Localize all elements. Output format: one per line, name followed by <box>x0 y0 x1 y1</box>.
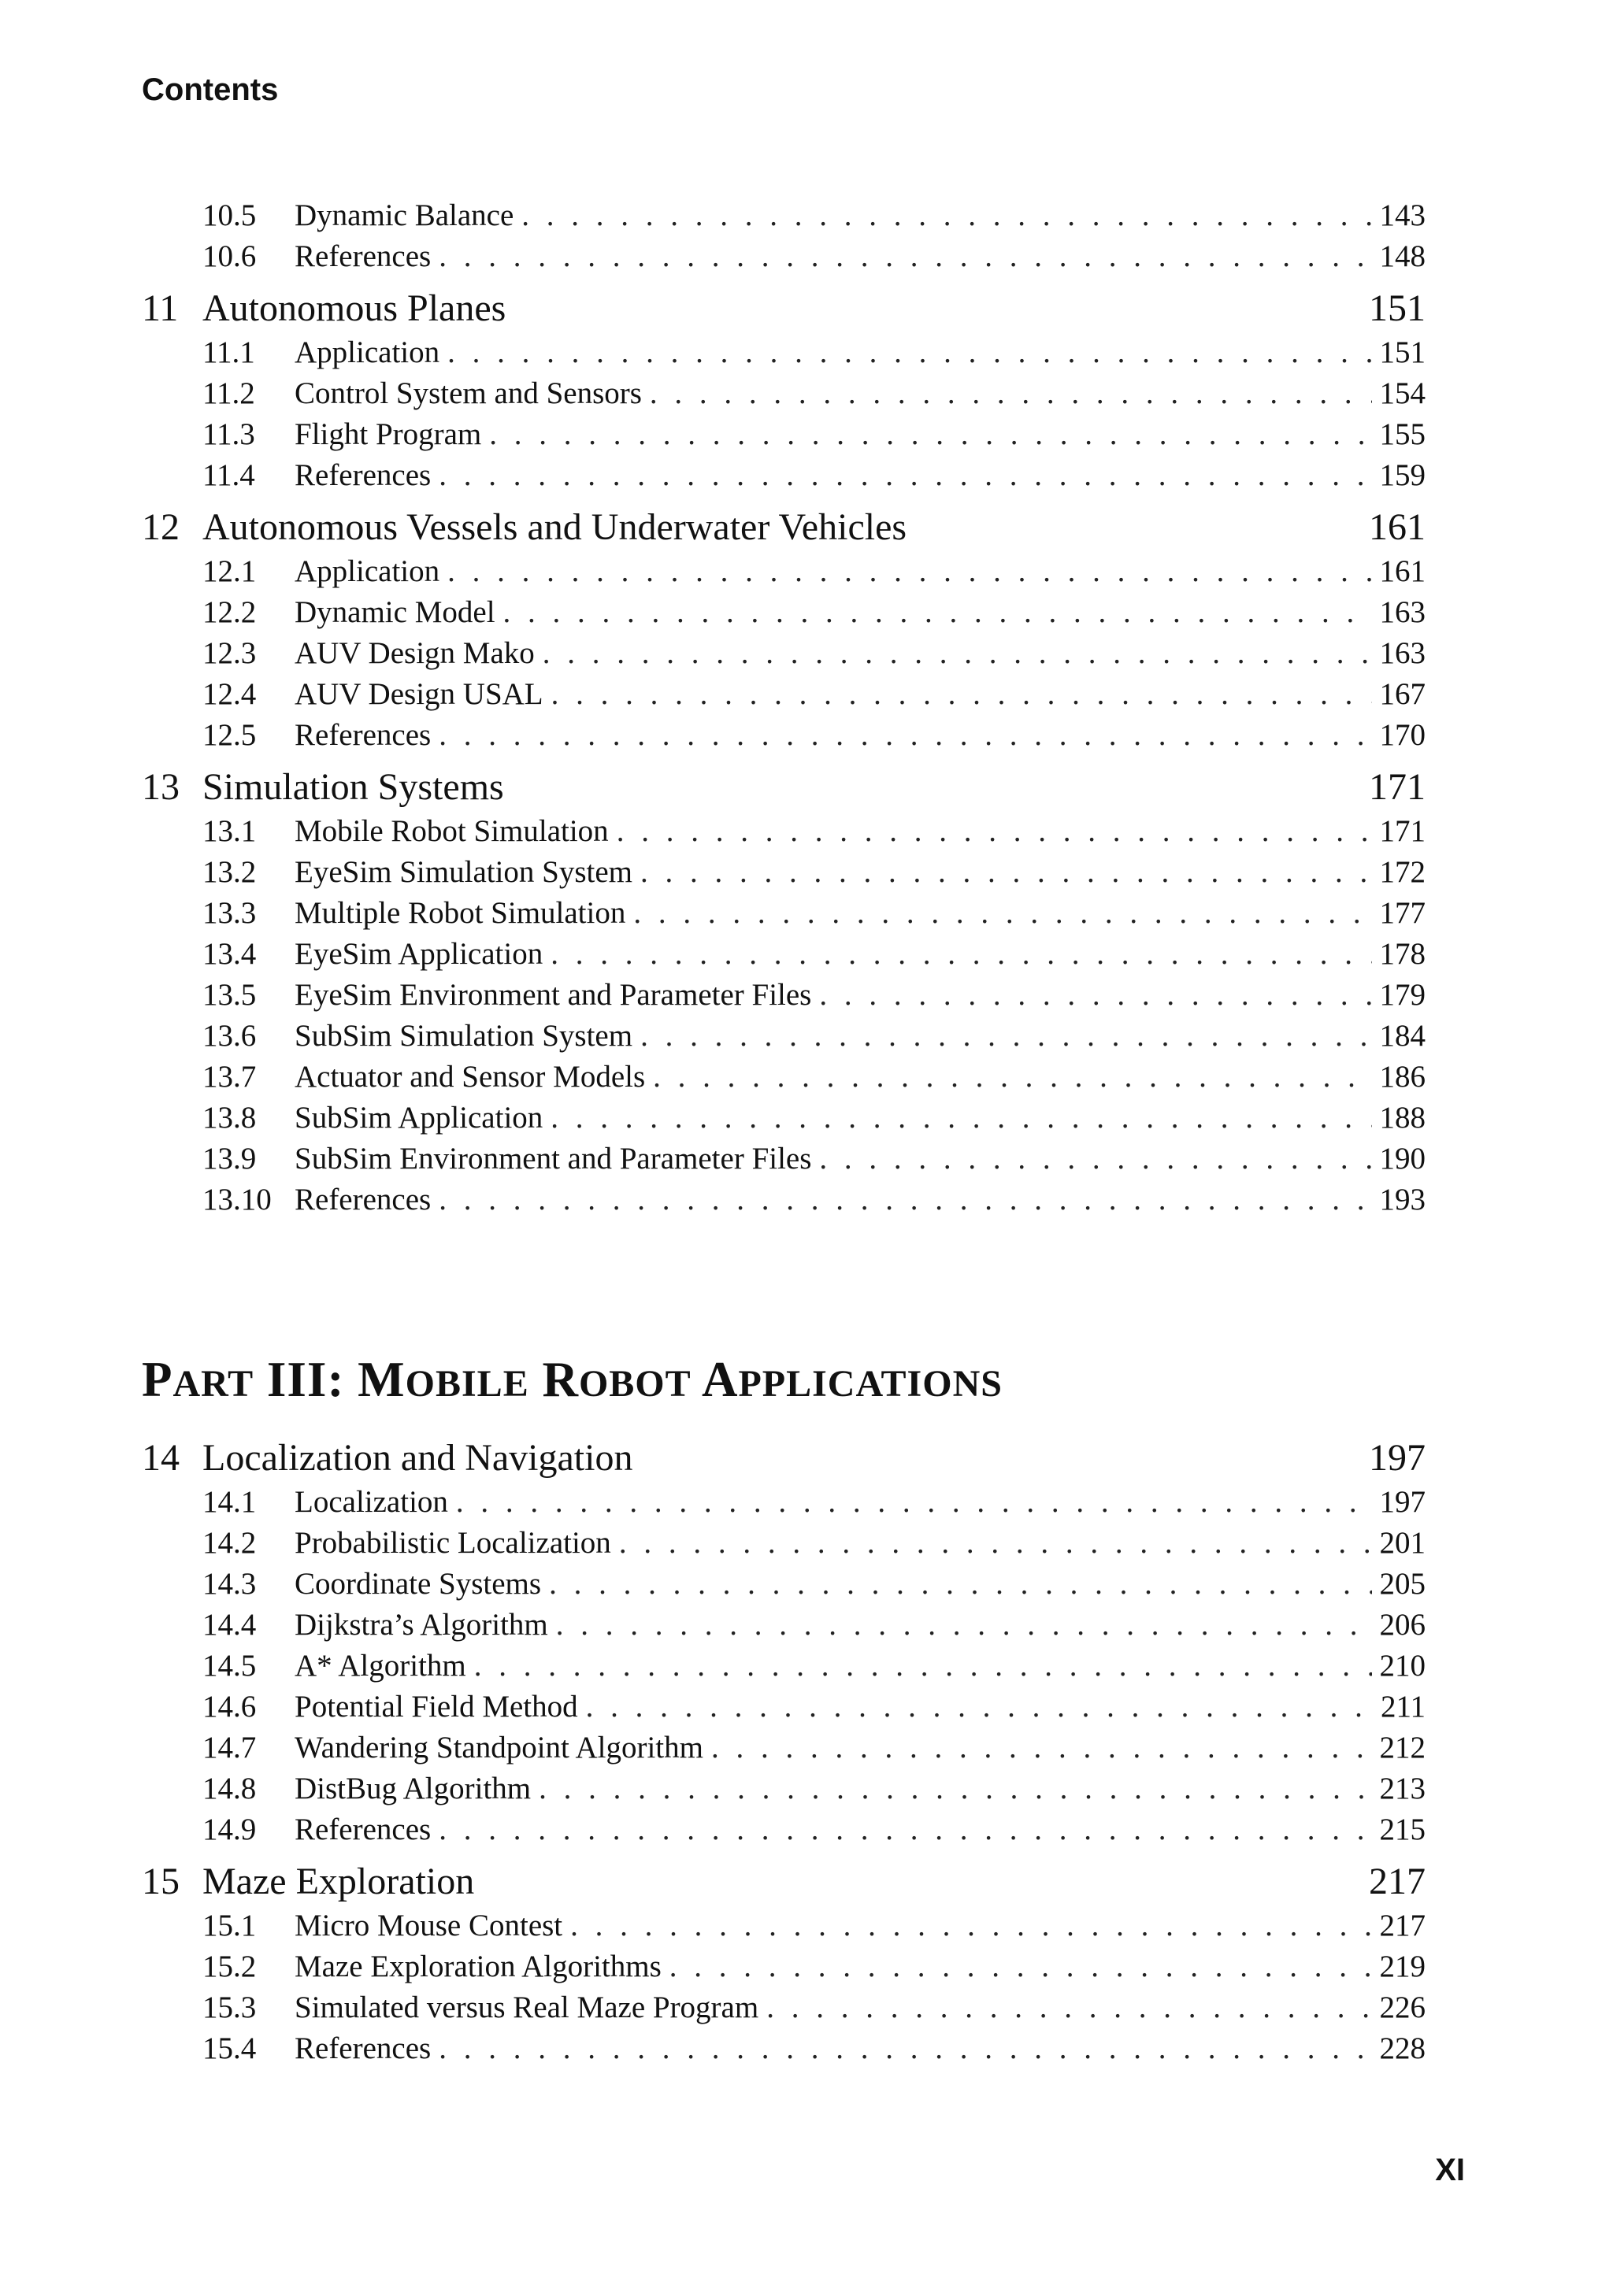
section-title: SubSim Application <box>295 1101 543 1135</box>
section-title: EyeSim Application <box>295 937 543 971</box>
section-page: 184 <box>1379 1019 1426 1053</box>
section-title: Potential Field Method <box>295 1690 578 1724</box>
section-title: References <box>295 1813 432 1846</box>
section-page: 161 <box>1379 554 1426 588</box>
toc-chapter[interactable] <box>142 285 1426 332</box>
leader-dots <box>570 1905 1371 1946</box>
section-title: References <box>295 239 432 273</box>
section-list <box>142 332 1426 496</box>
chapter-title: Localization and Navigation <box>202 1437 633 1479</box>
section-title: Application <box>295 554 440 588</box>
section-number: 12.1 <box>202 554 257 588</box>
running-header: Contents <box>142 72 279 107</box>
leader-dots <box>551 934 1371 975</box>
section-title: SubSim Environment and Parameter Files <box>295 1142 812 1176</box>
section-number: 12.2 <box>202 595 257 629</box>
section-number: 13.6 <box>202 1019 257 1053</box>
leader-dots <box>439 455 1371 496</box>
section-number: 15.1 <box>202 1909 257 1942</box>
leader-dots <box>640 1016 1371 1057</box>
section-number: 14.9 <box>202 1813 257 1846</box>
toc-section[interactable] <box>142 592 1426 633</box>
section-page: 212 <box>1379 1731 1426 1765</box>
chapter-title: Simulation Systems <box>202 766 504 808</box>
section-page: 154 <box>1379 376 1426 410</box>
toc-section[interactable] <box>142 1687 1426 1728</box>
leader-dots <box>474 1646 1372 1687</box>
section-title: Simulated versus Real Maze Program <box>295 1990 759 2024</box>
toc-section[interactable] <box>142 551 1426 592</box>
section-page: 197 <box>1379 1485 1426 1519</box>
toc-section[interactable] <box>142 1098 1426 1139</box>
chapter-number: 15 <box>142 1861 180 1902</box>
section-page: 215 <box>1379 1813 1426 1846</box>
section-number: 11.1 <box>202 335 255 369</box>
leader-dots <box>650 373 1372 414</box>
section-title: DistBug Algorithm <box>295 1772 532 1805</box>
toc-section[interactable] <box>142 811 1426 852</box>
toc-section[interactable] <box>142 1179 1426 1220</box>
leader-dots <box>551 674 1372 715</box>
section-page: 171 <box>1379 814 1426 848</box>
part-title-letter: P <box>142 1352 173 1407</box>
section-number: 15.3 <box>202 1990 257 2024</box>
section-number: 11.2 <box>202 376 255 410</box>
section-page: 217 <box>1379 1909 1426 1942</box>
leader-dots <box>439 2028 1371 2069</box>
toc-chapter[interactable] <box>142 504 1426 551</box>
section-number: 14.5 <box>202 1649 257 1683</box>
leader-dots <box>653 1057 1371 1098</box>
toc-section[interactable] <box>142 332 1426 373</box>
chapter-title: Autonomous Planes <box>202 287 506 329</box>
section-title: Dynamic Balance <box>295 198 514 232</box>
section-page: 159 <box>1379 458 1426 492</box>
section-number: 13.9 <box>202 1142 257 1176</box>
page-number: XI <box>1435 2153 1465 2187</box>
leader-dots <box>551 1098 1371 1139</box>
toc-chapter[interactable] <box>142 764 1426 811</box>
section-page: 210 <box>1379 1649 1426 1683</box>
toc-section[interactable] <box>142 674 1426 715</box>
section-page: 170 <box>1379 718 1426 752</box>
section-number: 14.7 <box>202 1731 257 1765</box>
toc-section[interactable] <box>142 1016 1426 1057</box>
section-title: Multiple Robot Simulation <box>295 896 626 930</box>
section-title: Dynamic Model <box>295 595 495 629</box>
chapter-page: 217 <box>1369 1861 1426 1902</box>
leader-dots <box>766 1987 1371 2028</box>
section-list <box>142 195 1426 277</box>
leader-dots <box>439 236 1371 277</box>
chapter-list-part3 <box>142 1435 1426 2069</box>
toc-block-part3 <box>142 1435 1426 2072</box>
section-number: 13.3 <box>202 896 257 930</box>
section-title: Wandering Standpoint Algorithm <box>295 1731 703 1765</box>
section-title: Actuator and Sensor Models <box>295 1060 646 1094</box>
toc-section[interactable] <box>142 373 1426 414</box>
leader-dots <box>619 1523 1372 1564</box>
section-page: 201 <box>1379 1526 1426 1560</box>
chapter-page: 151 <box>1369 287 1426 329</box>
section-title: SubSim Simulation System <box>295 1019 633 1053</box>
toc-section[interactable] <box>142 975 1426 1016</box>
section-number: 13.4 <box>202 937 257 971</box>
toc-section[interactable] <box>142 1523 1426 1564</box>
section-list <box>142 1482 1426 1850</box>
toc-section[interactable] <box>142 1946 1426 1987</box>
section-number: 12.3 <box>202 636 257 670</box>
section-page: 205 <box>1379 1567 1426 1601</box>
toc-section[interactable] <box>142 1728 1426 1768</box>
toc-section[interactable] <box>142 1987 1426 2028</box>
section-title: References <box>295 458 432 492</box>
part-title-letter: A <box>701 1352 739 1407</box>
section-page: 206 <box>1379 1608 1426 1642</box>
toc-section[interactable] <box>142 893 1426 934</box>
section-list <box>142 811 1426 1220</box>
toc-section[interactable] <box>142 715 1426 756</box>
section-number: 14.4 <box>202 1608 257 1642</box>
section-number: 14.8 <box>202 1772 257 1805</box>
chapter-page: 171 <box>1369 766 1426 808</box>
chapter-page: 197 <box>1369 1437 1426 1479</box>
chapter-number: 14 <box>142 1437 180 1479</box>
leader-dots <box>549 1564 1371 1605</box>
part-title-small: PPLICATIONS <box>738 1363 1003 1405</box>
toc-section[interactable] <box>142 455 1426 496</box>
section-title: AUV Design Mako <box>295 636 535 670</box>
leader-dots <box>543 633 1372 674</box>
section-number: 10.5 <box>202 198 257 232</box>
toc-section[interactable] <box>142 633 1426 674</box>
section-page: 219 <box>1379 1950 1426 1983</box>
section-page: 179 <box>1379 978 1426 1012</box>
section-title: A* Algorithm <box>295 1649 466 1683</box>
toc-section[interactable] <box>142 2028 1426 2069</box>
chapter-number: 11 <box>142 287 179 329</box>
leader-dots <box>669 1946 1372 1987</box>
chapter-title: Maze Exploration <box>202 1861 475 1902</box>
leader-dots <box>503 592 1372 633</box>
section-title: AUV Design USAL <box>295 677 543 711</box>
section-page: 193 <box>1379 1183 1426 1217</box>
toc-section[interactable] <box>142 852 1426 893</box>
leader-dots <box>556 1605 1372 1646</box>
section-title: References <box>295 2031 432 2065</box>
chapter-title: Autonomous Vessels and Underwater Vehicles <box>202 506 907 548</box>
section-page: 213 <box>1379 1772 1426 1805</box>
section-page: 155 <box>1379 417 1426 451</box>
toc-section[interactable] <box>142 195 1426 236</box>
section-title: Probabilistic Localization <box>295 1526 611 1560</box>
section-title: EyeSim Simulation System <box>295 855 633 889</box>
leader-dots <box>640 852 1371 893</box>
section-number: 13.5 <box>202 978 257 1012</box>
section-title: Micro Mouse Contest <box>295 1909 563 1942</box>
section-title: Coordinate Systems <box>295 1567 542 1601</box>
part-title-letter: M <box>358 1352 406 1407</box>
part-title-numeral: III: <box>266 1352 345 1407</box>
section-page: 211 <box>1380 1690 1426 1724</box>
toc-section[interactable] <box>142 1482 1426 1523</box>
section-page: 188 <box>1379 1101 1426 1135</box>
leader-dots <box>447 551 1371 592</box>
section-title: EyeSim Environment and Parameter Files <box>295 978 812 1012</box>
section-number: 14.2 <box>202 1526 257 1560</box>
section-title: Localization <box>295 1485 448 1519</box>
section-page: 190 <box>1379 1142 1426 1176</box>
toc-section[interactable] <box>142 414 1426 455</box>
section-page: 186 <box>1379 1060 1426 1094</box>
section-number: 12.4 <box>202 677 257 711</box>
section-number: 13.8 <box>202 1101 257 1135</box>
toc-section[interactable] <box>142 1809 1426 1850</box>
section-list <box>142 551 1426 756</box>
toc-section[interactable] <box>142 1905 1426 1946</box>
section-title: References <box>295 1183 432 1217</box>
leader-dots <box>819 975 1371 1016</box>
section-number: 15.2 <box>202 1950 257 1983</box>
leader-dots <box>586 1687 1373 1728</box>
section-number: 13.10 <box>202 1183 272 1217</box>
leader-dots <box>711 1728 1372 1768</box>
section-page: 178 <box>1379 937 1426 971</box>
leader-dots <box>819 1139 1371 1179</box>
section-number: 13.1 <box>202 814 257 848</box>
chapter-number: 12 <box>142 506 180 548</box>
section-number: 14.1 <box>202 1485 257 1519</box>
section-number: 15.4 <box>202 2031 257 2065</box>
section-page: 151 <box>1379 335 1426 369</box>
section-title: Control System and Sensors <box>295 376 642 410</box>
section-page: 163 <box>1379 636 1426 670</box>
section-number: 14.6 <box>202 1690 257 1724</box>
leader-dots <box>456 1482 1372 1523</box>
toc-section[interactable] <box>142 1646 1426 1687</box>
toc-section[interactable] <box>142 934 1426 975</box>
leader-dots <box>617 811 1372 852</box>
toc-block-part2 <box>142 195 1426 1224</box>
toc-section[interactable] <box>142 1768 1426 1809</box>
part-title <box>142 1351 1003 1409</box>
section-page: 228 <box>1379 2031 1426 2065</box>
section-page: 143 <box>1379 198 1426 232</box>
chapter-number: 13 <box>142 766 180 808</box>
part-title-small: ART <box>172 1363 254 1405</box>
section-page: 148 <box>1379 239 1426 273</box>
toc-section[interactable] <box>142 1139 1426 1179</box>
section-page: 177 <box>1379 896 1426 930</box>
section-number: 11.3 <box>202 417 255 451</box>
toc-section[interactable] <box>142 1057 1426 1098</box>
section-number: 13.7 <box>202 1060 257 1094</box>
leader-dots <box>521 195 1371 236</box>
part-title-small: OBILE <box>405 1363 529 1405</box>
section-title: Dijkstra’s Algorithm <box>295 1608 548 1642</box>
chapter-page: 161 <box>1369 506 1426 548</box>
section-number: 14.3 <box>202 1567 257 1601</box>
section-number: 10.6 <box>202 239 257 273</box>
toc-section[interactable] <box>142 1605 1426 1646</box>
leader-dots <box>447 332 1371 373</box>
leader-dots <box>633 893 1371 934</box>
leader-dots <box>439 1809 1371 1850</box>
section-page: 172 <box>1379 855 1426 889</box>
section-title: References <box>295 718 432 752</box>
section-title: Application <box>295 335 440 369</box>
section-page: 167 <box>1379 677 1426 711</box>
leader-dots <box>489 414 1371 455</box>
section-number: 11.4 <box>202 458 255 492</box>
leader-dots <box>439 1179 1371 1220</box>
toc-chapter[interactable] <box>142 1435 1426 1482</box>
section-title: Maze Exploration Algorithms <box>295 1950 662 1983</box>
chapter-list-part2 <box>142 285 1426 1220</box>
toc-section[interactable] <box>142 236 1426 277</box>
toc-section[interactable] <box>142 1564 1426 1605</box>
section-title: Flight Program <box>295 417 482 451</box>
section-list <box>142 1905 1426 2069</box>
section-page: 226 <box>1379 1990 1426 2024</box>
leader-dots <box>539 1768 1371 1809</box>
section-title: Mobile Robot Simulation <box>295 814 609 848</box>
section-number: 13.2 <box>202 855 257 889</box>
part-title-small: OBOT <box>578 1363 692 1405</box>
part-title-letter: R <box>542 1352 579 1407</box>
toc-chapter[interactable] <box>142 1858 1426 1905</box>
section-number: 12.5 <box>202 718 257 752</box>
leader-dots <box>439 715 1371 756</box>
section-page: 163 <box>1379 595 1426 629</box>
